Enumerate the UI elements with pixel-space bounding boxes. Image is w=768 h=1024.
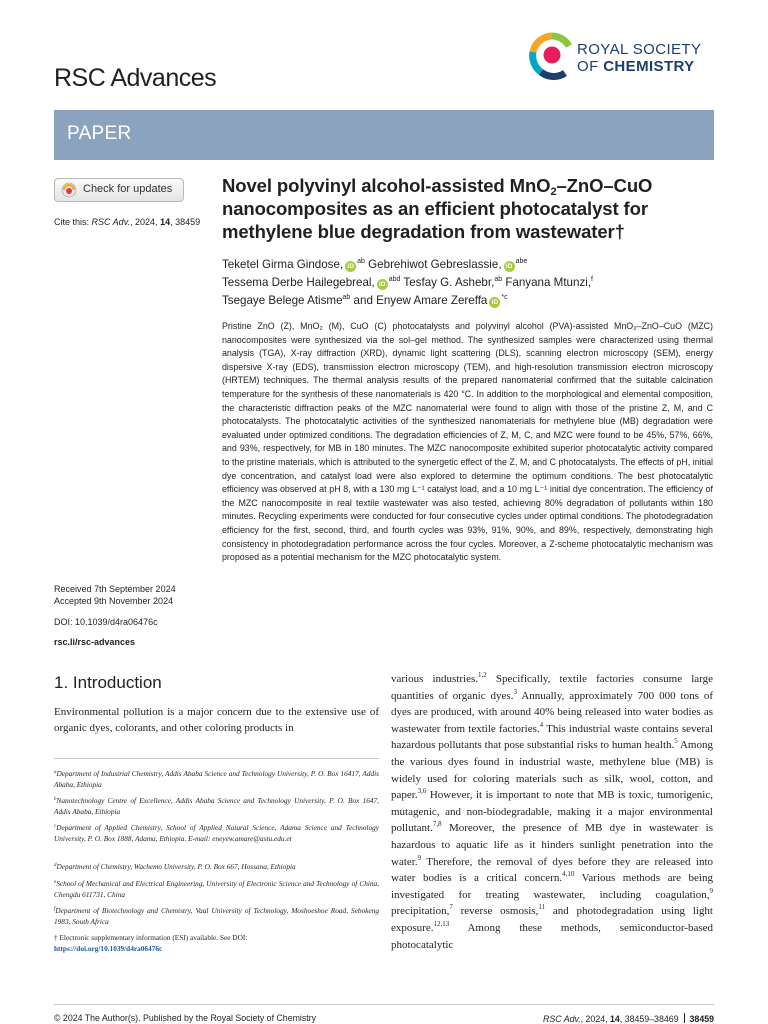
author-affiliation: abe [515, 258, 528, 265]
affiliation-footnote: $^d$Department of Chemistry, Wachemo University, P. O. Box 667, Hossana, Ethiopia [54, 862, 296, 871]
footnote-divider [54, 758, 379, 759]
author-affiliation: *c [501, 294, 508, 301]
orcid-icon[interactable]: iD [489, 297, 500, 308]
author-affiliation: ab [357, 258, 365, 265]
rsc-logo-line2: OF CHEMISTRY [577, 58, 695, 75]
intro-paragraph-left: Environmental pollution is a major concern due to the extensive use of organic dyes, colorants, and other coloring products in [54, 706, 379, 735]
author-list [222, 256, 722, 310]
citation-line: Cite this: RSC Adv., 2024, 14, 38459 [54, 217, 201, 227]
footer-copyright: © 2024 The Author(s). Published by the Royal Society of Chemistry [54, 1013, 317, 1023]
intro-paragraph-right: various industries.$^{1,2}$ Specifically, textile factories consume large quantities of organic dyes.$^3$ Annually, approximately 700 000 tons of dyes are produced, with around 40% being released into water bodies as wastewater from textile factories.$^4$ This industrial waste contains several hazardous pollutants that pose substantial risks to human health.$^5$ Among the various dyes found in industrial waste, methylene blue (MB) is widely used for coloring materials such as silk, wool, cotton, and paper.$^{3,6}$ However, it is important to note that MB is toxic, tumorigenic, mutagenic, and non-biodegradable, making it a major environmental pollutant.$^{7,8}$ Moreover, the presence of MB dye in wastewater is hazardous to aquatic life as it hinders sunlight penetration into the water.$^9$ Therefore, the removal of dyes before they are released into water bodies is a critical concern.$^{4,10}$ Various methods are being investigated for treating wastewater, including coagulation,$^9$ precipitation,$^7$ reverse osmosis,$^{11}$ and photodegradation using light exposure.$^{12,13}$ Among these methods, semiconductor-based photocatalytic [391, 671, 713, 951]
rsc-logo-line1: ROYAL SOCIETY [577, 41, 702, 58]
article-title: Novel polyvinyl alcohol-assisted MnO$_2$–ZnO–CuO nanocomposites as an efficient photocatalyst for methylene blue degradation from wastewater† [222, 175, 653, 242]
author-name: Tessema Derbe Hailegebreal, [222, 276, 375, 289]
author-name: Teketel Girma Gindose, [222, 258, 344, 271]
article-type-label: PAPER [67, 123, 132, 144]
journal-title: RSC Advances [54, 64, 217, 92]
author-name: Tesfay G. Ashebr, [400, 276, 495, 289]
check-updates-label: Check for updates [83, 183, 173, 195]
affiliation-footnote: $^a$Department of Industrial Chemistry, Addis Ababa Science and Technology University, P. O. Box 16417, Addis Ababa, Ethiopia [54, 769, 379, 789]
author-name: Gebrehiwot Gebreslassie, [364, 258, 502, 271]
affiliation-footnote: $^e$School of Mechanical and Electrical Engineering, University of Electronic Science and Technology of China, Chengdu 611731, China [54, 879, 379, 899]
orcid-icon[interactable]: iD [345, 261, 356, 272]
esi-doi-link[interactable]: https://doi.org/10.1039/d4ra06476c [54, 944, 163, 953]
affiliation-footnote: $^b$Nanotechnology Centre of Excellence, Addis Ababa Science and Technology University, P. O. Box 1647, Addis Ababa, Ethiopia [54, 796, 379, 816]
check-for-updates-button[interactable] [54, 178, 184, 202]
affiliation-footnote: $^c$Department of Applied Chemistry, School of Applied Natural Science, Adama Science and Technology University, P. O. Box 1888, Adama, Ethiopia. E-mail: eneyew.amare@astu.edu.et [54, 823, 379, 843]
footer-citation: RSC Adv., 2024, 14, 38459–38469 38459 [543, 1014, 714, 1024]
author-affiliation: f [591, 276, 593, 283]
rsc-logo-mark-icon [529, 32, 575, 80]
author-affiliation: ab [494, 276, 503, 283]
received-date: Received 7th September 2024 [54, 584, 176, 594]
footer-divider [54, 1004, 714, 1005]
author-name: Fanyana Mtunzi, [502, 276, 592, 289]
author-affiliation: abd [388, 276, 401, 283]
accepted-date: Accepted 9th November 2024 [54, 596, 174, 606]
author-name: Tsegaye Belege Atisme [222, 294, 343, 307]
author-name: and Enyew Amare Zereffa [350, 294, 488, 307]
section-heading: 1. Introduction [54, 673, 162, 692]
affiliation-footnote: $^f$Department of Biotechnology and Chemistry, Vaal University of Technology, Moshoeshoe Road, Sebokeng 1983, South Africa [54, 906, 379, 926]
orcid-icon[interactable]: iD [504, 261, 515, 272]
esi-footnote: † Electronic supplementary information (ESI) available. See DOI: https://doi.org/10.1039/d4ra06476c [54, 933, 248, 953]
doi-text: DOI: 10.1039/d4ra06476c [54, 617, 158, 627]
check-updates-icon [61, 182, 77, 198]
article-type-banner [54, 110, 714, 160]
journal-link[interactable]: rsc.li/rsc-advances [54, 637, 136, 647]
orcid-icon[interactable]: iD [377, 279, 388, 290]
author-affiliation: ab [342, 294, 351, 301]
rsc-logo [529, 32, 719, 84]
abstract: Pristine ZnO (Z), MnO₂ (M), CuO (C) photocatalysts and polyvinyl alcohol (PVA)-assisted MnO₂–ZnO–CuO (MZC) nanocomposites were synthesized via the sol–gel method. The synthesized samples were characterized using thermal analysis (TGA), X-ray diffraction (XRD), dynamic light scattering (DLS), scanning electron microscopy (SEM), energy dispersive X-ray (EDS), transmission electron microscopy (TEM), and high-resolution transmission electron microscopy (HRTEM) techniques. The thermal analysis results of the prepared nanomaterial confirmed that the suitable calcination temperature for the synthesis of these nanomaterials is 420 °C. In addition to the morphological and elemental composition, the characteristic diffraction peaks of the MZC nanomaterial were found to align with those of the pristine Z, M, and C photocatalysts. The photocatalytic activities of the synthesized nanomaterials for methylene blue (MB) degradation were evaluated under optimized conditions. The degradation efficiencies of Z, M, C, and MZC were found to be 45%, 57%, 66%, and 93%, respectively, for MB in 180 minutes. The MZC nanocomposite exhibited superior photocatalytic activity compared to the pristine materials, which is attributed to the synergetic effect of the Z, M, and C photocatalysts. The effects of pH, initial dye concentration, and catalyst load were also explored to determine the optimum conditions. The best photocatalytic efficiency was observed at pH 8, with a 130 mg L⁻¹ catalyst load, and a 10 mg L⁻¹ initial dye concentration. The efficiency of the MZC nanocomposite in real textile wastewater was also tested, achieving 80% degradation of pollutants within 180 minutes. Recycling experiments were conducted for four consecutive cycles under optimal conditions. The photodegradation efficiency for the first, second, third, and fourth cycles was 93%, 91%, 90%, and 89%, respectively, demonstrating high consistency in photodegradation performance across the four cycles. Moreover, a Z-scheme photocatalytic mechanism was proposed as a potential mechanism for the MZC photocatalytic system. [222, 321, 713, 563]
page-number: 38459 [689, 1014, 714, 1024]
